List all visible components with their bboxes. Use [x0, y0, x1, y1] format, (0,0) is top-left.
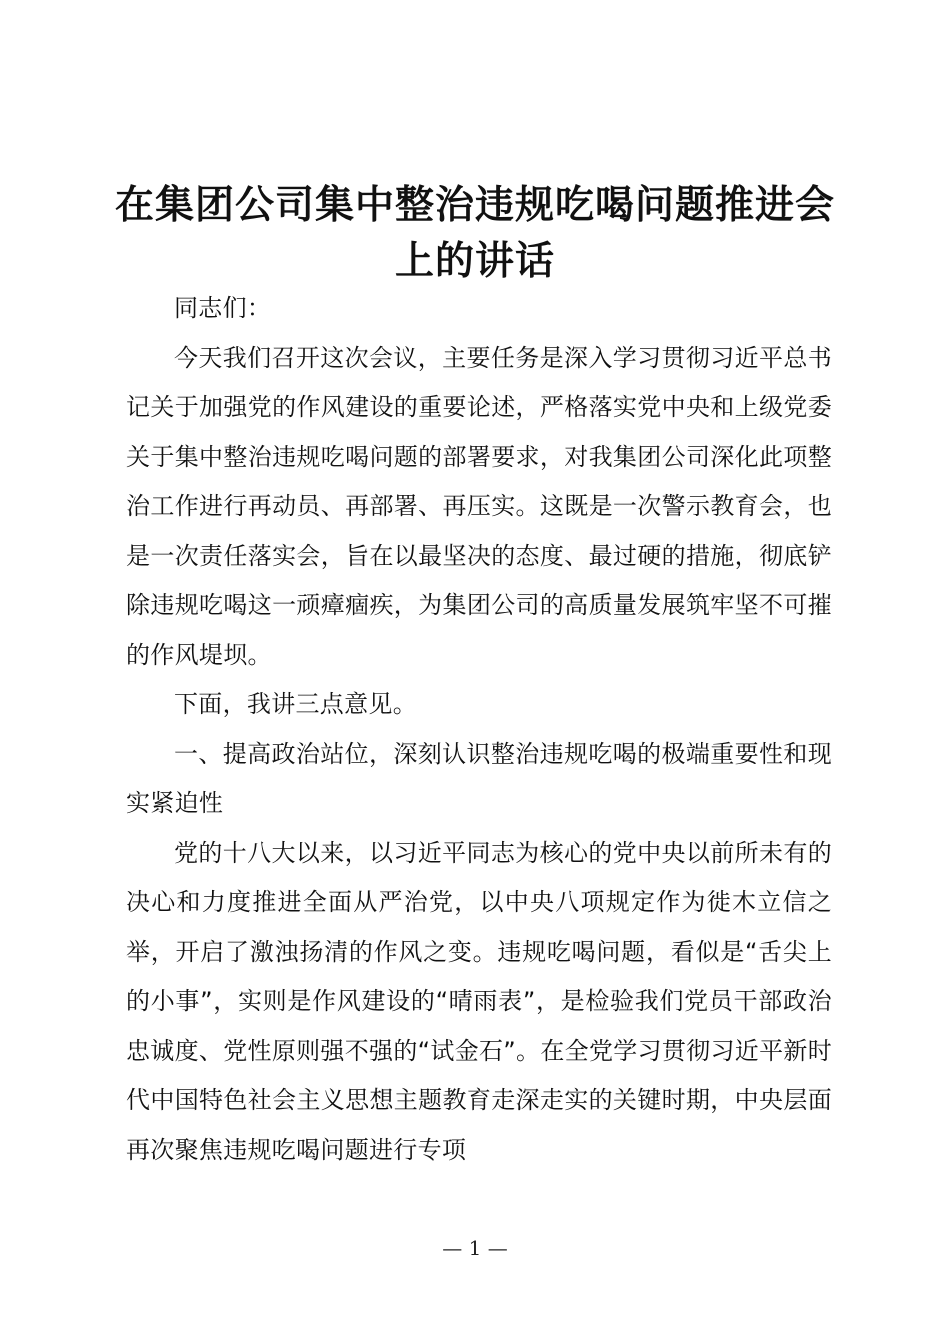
document-body [126, 284, 832, 1175]
salutation: 同志们： [174, 294, 272, 322]
document-title: 在集团公司集中整治违规吃喝问题推进会上的讲话 [114, 183, 835, 284]
section-1-paragraph: 党的十八大以来，以习近平同志为核心的党中央以前所未有的决心和力度推进全面从严治党，以中央八项规定作为徙木立信之举，开启了激浊扬清的作风之变。违规吃喝问题，看似是“舌尖上的小事”，实则是作风建设的“晴雨表”，是检验我们党员干部政治忠诚度、党性原则强不强的“试金石”。在全党学习贯彻习近平新时代中国特色社会主义思想主题教育走深走实的关键时期，中央层面再次聚焦违规吃喝问题进行专项 [126, 838, 832, 1164]
outline-paragraph: 下面，我讲三点意见。 [174, 690, 417, 718]
page-number: — 1 — [442, 1236, 508, 1260]
section-heading-1: 一、提高政治站位，深刻认识整治违规吃喝的极端重要性和现实紧迫性 [126, 739, 832, 817]
intro-paragraph: 今天我们召开这次会议，主要任务是深入学习贯彻习近平总书记关于加强党的作风建设的重要论述，严格落实党中央和上级党委关于集中整治违规吃喝问题的部署要求，对我集团公司深化此项整治工作进行再动员、再部署、再压实。这既是一次警示教育会，也是一次责任落实会，旨在以最坚决的态度、最过硬的措施，彻底铲除违规吃喝这一顽瘴痼疾，为集团公司的高质量发展筑牢坚不可摧的作风堤坝。 [126, 343, 832, 669]
